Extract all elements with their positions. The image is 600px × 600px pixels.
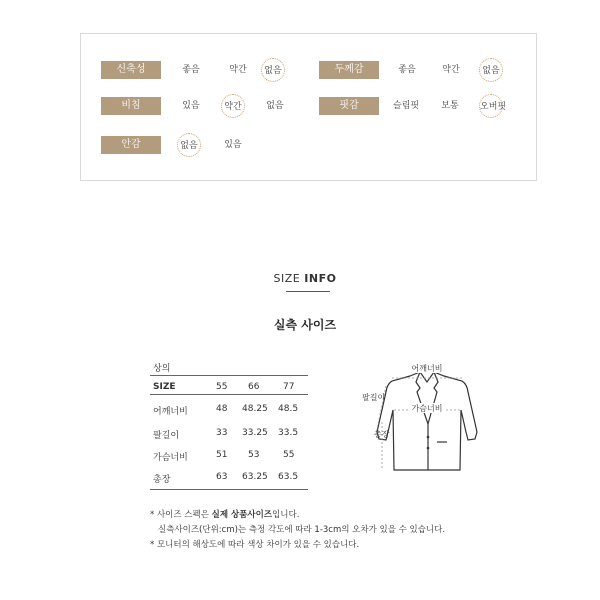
option-lining-yes: 있음	[224, 140, 242, 150]
note-spec-emphasis: 실제 상품사이즈	[211, 510, 273, 520]
sleeve-label: 팔길이	[362, 393, 386, 402]
label-elasticity: 신축성	[101, 61, 161, 79]
option-sheerness-none: 없음	[266, 101, 284, 111]
row-sleeve-label: 팔길이	[153, 431, 180, 441]
option-sheerness-slight-selected: 약간	[221, 94, 245, 118]
note-spec: * 사이즈 스펙은 실제 상품사이즈입니다.	[150, 510, 300, 520]
size-info-heading	[0, 272, 600, 285]
fabric-properties-box	[80, 33, 537, 181]
jacket-lapel-right	[428, 372, 438, 424]
note-tolerance: 실측사이즈(단위:cm)는 측정 각도에 따라 1-3cm의 오차가 있을 수 있습니다.	[158, 525, 446, 535]
row-shoulder-77: 48.5	[278, 404, 299, 414]
row-chest-66: 53	[248, 450, 260, 460]
row-chest-55: 51	[216, 450, 228, 460]
table-category: 상의	[153, 364, 171, 374]
row-length-66: 63.25	[242, 472, 268, 482]
option-lining-none-selected: 없음	[177, 133, 201, 157]
row-shoulder-label: 어깨너비	[153, 407, 188, 417]
option-elasticity-none-selected: 없음	[261, 58, 285, 82]
option-thickness-slight: 약간	[442, 65, 460, 75]
size-info-light: SIZE	[273, 272, 301, 285]
table-header-line	[150, 394, 308, 395]
table-top-line	[150, 375, 308, 376]
measured-size-title: 실측 사이즈	[273, 318, 337, 332]
option-elasticity-slight: 약간	[229, 65, 247, 75]
row-sleeve-55: 33	[216, 428, 228, 438]
jacket-lapel-left	[416, 372, 428, 424]
row-length-55: 63	[216, 472, 228, 482]
option-fit-oversize-selected: 오버핏	[479, 94, 503, 118]
row-chest-77: 55	[283, 450, 295, 460]
size-info-bold: INFO	[304, 272, 337, 285]
option-thickness-none-selected: 없음	[479, 58, 503, 82]
table-bottom-line	[150, 489, 308, 490]
header-size: SIZE	[153, 382, 176, 392]
header-77: 77	[283, 382, 295, 392]
label-sheerness: 비침	[101, 97, 161, 115]
notes	[150, 508, 445, 553]
row-length-77: 63.5	[278, 472, 299, 482]
length-label: 총장	[374, 430, 390, 439]
chest-label: 가슴너비	[411, 404, 443, 413]
header-66: 66	[248, 382, 260, 392]
row-sleeve-66: 33.25	[242, 428, 268, 438]
jacket-measurement-diagram	[362, 362, 492, 482]
label-fit: 핏감	[319, 97, 379, 115]
heading-underline	[286, 291, 330, 292]
option-fit-regular: 보통	[441, 101, 459, 111]
shoulder-label: 어깨너비	[411, 364, 443, 373]
note-monitor: * 모니터의 해상도에 따라 색상 차이가 있을 수 있습니다.	[150, 540, 360, 550]
row-shoulder-66: 48.25	[242, 404, 268, 414]
header-55: 55	[216, 382, 228, 392]
row-shoulder-55: 48	[216, 404, 228, 414]
option-fit-slim: 슬림핏	[393, 101, 420, 111]
jacket-button-top	[427, 436, 430, 439]
label-thickness: 두께감	[319, 61, 379, 79]
option-thickness-good: 좋음	[398, 65, 416, 75]
jacket-button-bottom	[427, 447, 430, 450]
label-lining: 안감	[101, 136, 161, 154]
option-sheerness-yes: 있음	[182, 101, 200, 111]
option-elasticity-good: 좋음	[182, 65, 200, 75]
row-length-label: 총장	[153, 475, 171, 485]
row-sleeve-77: 33.5	[278, 428, 299, 438]
row-chest-label: 가슴너비	[153, 453, 188, 463]
